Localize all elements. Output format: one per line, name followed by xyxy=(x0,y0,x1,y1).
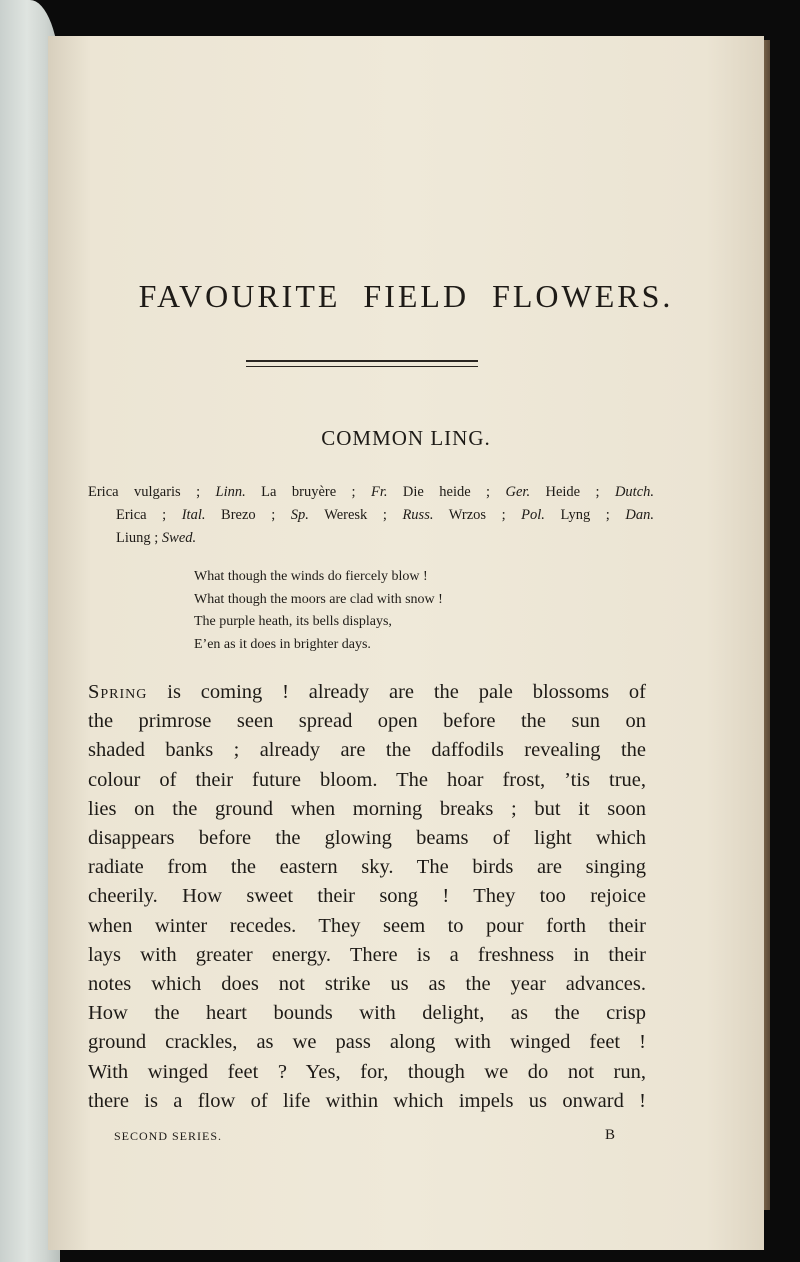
body-line: With winged feet ? Yes, for, though we do not run, xyxy=(88,1060,646,1083)
verse-line: What though the winds do fiercely blow ! xyxy=(194,569,428,584)
body-line-1 xyxy=(88,678,646,707)
body-line: lays with greater energy. There is a freshness in their xyxy=(88,943,646,966)
synonyms-line-1 xyxy=(88,481,654,504)
body-paragraph xyxy=(88,678,646,1116)
language-abbrev: Linn. xyxy=(215,484,246,500)
synonym-name: Heide ; xyxy=(530,484,615,500)
language-abbrev: Sp. xyxy=(290,507,309,523)
verse-line: The purple heath, its bells displays, xyxy=(194,614,392,629)
signature-mark: B xyxy=(604,1127,616,1143)
body-line: ground crackles, as we pass along with winged feet ! xyxy=(88,1031,646,1054)
synonym-name: Lyng ; xyxy=(544,507,626,523)
synonym-name: Brezo ; xyxy=(205,507,291,523)
verse-line: E’en as it does in brighter days. xyxy=(194,636,371,652)
body-line: radiate from the eastern sky. The birds are singing xyxy=(88,856,646,879)
body-line: the primrose seen spread open before the sun on xyxy=(88,710,646,733)
synonym-name: Erica ; xyxy=(116,507,182,523)
language-abbrev: Ger. xyxy=(505,484,531,500)
synonyms-line-2 xyxy=(88,504,654,527)
body-line: when winter recedes. They seem to pour forth their xyxy=(88,914,646,937)
language-abbrev: Pol. xyxy=(521,507,545,523)
epigraph-verse xyxy=(194,566,443,656)
body-line: disappears before the glowing beams of light which xyxy=(88,827,646,850)
body-line: lies on the ground when morning breaks ; but it soon xyxy=(88,797,646,820)
body-line: cheerily. How sweet their song ! They too rejoice xyxy=(88,885,646,908)
synonyms-block xyxy=(88,481,654,550)
opening-word: Spring xyxy=(88,681,148,703)
synonyms-line-3 xyxy=(88,527,654,550)
title-rule-thick xyxy=(246,360,478,362)
section-title: COMMON LING. xyxy=(321,426,491,450)
verse-line: What though the moors are clad with snow ! xyxy=(194,591,443,607)
synonym-name: Die heide ; xyxy=(387,484,506,500)
synonym-name: Weresk ; xyxy=(308,507,403,523)
language-abbrev: Fr. xyxy=(370,484,388,500)
language-abbrev: Russ. xyxy=(402,507,434,523)
body-line: shaded banks ; already are the daffodils revealing the xyxy=(88,739,646,762)
body-line: How the heart bounds with delight, as the crisp xyxy=(88,1002,646,1025)
title-rule-thin xyxy=(246,366,478,367)
synonym-name: Wrzos ; xyxy=(433,507,522,523)
body-line: colour of their future bloom. The hoar frost, ’tis true, xyxy=(88,768,646,791)
synonym-name: Liung ; xyxy=(116,530,162,546)
language-abbrev: Dutch. xyxy=(614,484,654,500)
body-line: notes which does not strike us as the year advances. xyxy=(88,973,646,996)
language-abbrev: Ital. xyxy=(181,507,206,523)
body-line: there is a flow of life within which impels us onward ! xyxy=(88,1089,646,1112)
series-label: SECOND SERIES. xyxy=(114,1129,223,1143)
synonym-name: La bruyère ; xyxy=(245,484,371,500)
synonym-name: Erica vulgaris ; xyxy=(88,484,216,500)
book-page xyxy=(48,36,764,1250)
language-abbrev: Swed. xyxy=(161,530,197,546)
page-title: FAVOURITE FIELD FLOWERS. xyxy=(138,278,674,314)
body-line-1-rest: is coming ! already are the pale blossoms of xyxy=(147,681,646,703)
language-abbrev: Dan. xyxy=(625,507,654,523)
